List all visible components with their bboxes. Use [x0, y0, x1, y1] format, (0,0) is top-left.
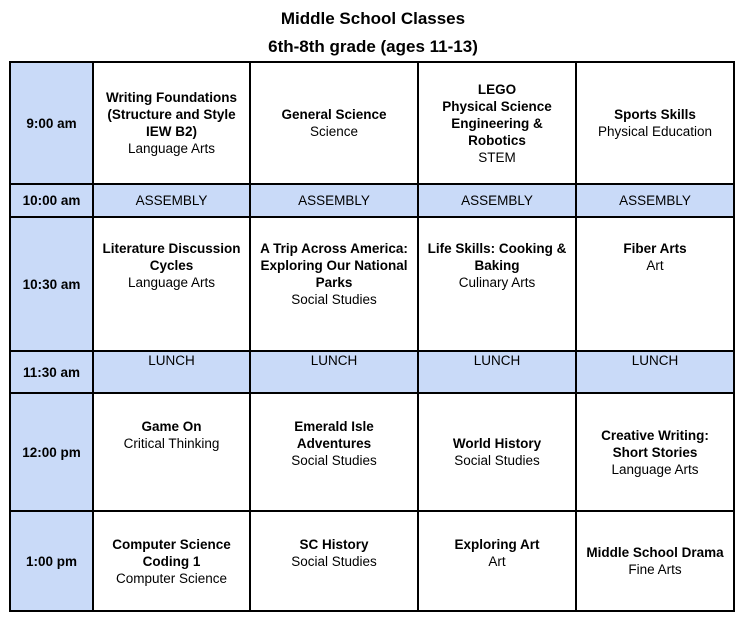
class-name: Exploring Art [454, 537, 540, 552]
class-subject: Art [646, 258, 664, 273]
class-cell [576, 217, 734, 351]
time-cell: 10:30 am [10, 217, 93, 351]
lunch-cell: LUNCH [418, 351, 576, 393]
page-title: Middle School Classes [280, 9, 466, 28]
class-cell [93, 393, 250, 511]
class-cell [250, 393, 418, 511]
class-cell [93, 217, 250, 351]
class-name: Emerald Isle Adventures [294, 419, 374, 451]
lunch-cell: LUNCH [93, 351, 250, 393]
time-cell: 10:00 am [10, 184, 93, 217]
schedule-row-1130 [10, 351, 734, 393]
class-cell [418, 62, 576, 184]
class-cell [93, 62, 250, 184]
class-cell [418, 511, 576, 611]
class-cell [250, 511, 418, 611]
time-cell: 9:00 am [10, 62, 93, 184]
page-subtitle: 6th-8th grade (ages 11-13) [268, 37, 478, 56]
class-name: Computer Science Coding 1 [112, 536, 231, 569]
class-cell [418, 393, 576, 511]
class-name: SC History [299, 537, 369, 552]
class-cell [576, 62, 734, 184]
class-name: General Science [281, 107, 387, 122]
schedule-row-1030 [10, 217, 734, 351]
class-subject: Culinary Arts [458, 275, 536, 290]
assembly-cell: ASSEMBLY [250, 184, 418, 217]
class-name: Writing Foundations (Structure and Style IEW B2) [106, 90, 237, 139]
assembly-cell: ASSEMBLY [418, 184, 576, 217]
class-subject: Language Arts [127, 275, 216, 290]
time-cell: 11:30 am [10, 351, 93, 393]
class-name: Life Skills: Cooking & Baking [427, 241, 567, 273]
class-name: World History [452, 436, 542, 451]
class-name: A Trip Across America: Exploring Our National Parks [260, 241, 408, 290]
class-subject: Fine Arts [628, 562, 682, 577]
class-subject: Computer Science [115, 570, 228, 586]
class-cell [250, 217, 418, 351]
class-subject: Art [488, 554, 506, 569]
class-subject: Social Studies [291, 292, 377, 307]
schedule-row-1000 [10, 184, 734, 217]
class-name: Game On [141, 419, 202, 434]
class-subject: Science [309, 124, 359, 139]
class-name: Sports Skills [614, 107, 696, 122]
class-subject: STEM [478, 149, 516, 165]
class-name: Middle School Drama [586, 545, 724, 560]
class-cell [576, 393, 734, 511]
class-cell [418, 217, 576, 351]
class-name: Literature Discussion Cycles [102, 241, 241, 273]
class-subject: Social Studies [291, 453, 377, 468]
assembly-cell: ASSEMBLY [93, 184, 250, 217]
lunch-cell: LUNCH [250, 351, 418, 393]
class-name: Fiber Arts [623, 241, 687, 256]
schedule-row-1200 [10, 393, 734, 511]
class-cell [576, 511, 734, 611]
class-name: Creative Writing: Short Stories [601, 427, 709, 460]
time-cell: 1:00 pm [10, 511, 93, 611]
class-subject: Social Studies [454, 453, 540, 468]
class-subject: Language Arts [611, 461, 699, 477]
lunch-cell: LUNCH [576, 351, 734, 393]
class-name: LEGO Physical Science Engineering & Robotics [442, 81, 552, 148]
assembly-cell: ASSEMBLY [576, 184, 734, 217]
schedule-table [9, 61, 735, 612]
class-subject: Critical Thinking [123, 436, 220, 451]
schedule-row-1300 [10, 511, 734, 611]
class-cell [250, 62, 418, 184]
class-cell [93, 511, 250, 611]
class-subject: Social Studies [291, 554, 377, 569]
schedule-row-0900 [10, 62, 734, 184]
class-subject: Physical Education [597, 124, 713, 139]
time-cell: 12:00 pm [10, 393, 93, 511]
class-subject: Language Arts [127, 141, 216, 156]
